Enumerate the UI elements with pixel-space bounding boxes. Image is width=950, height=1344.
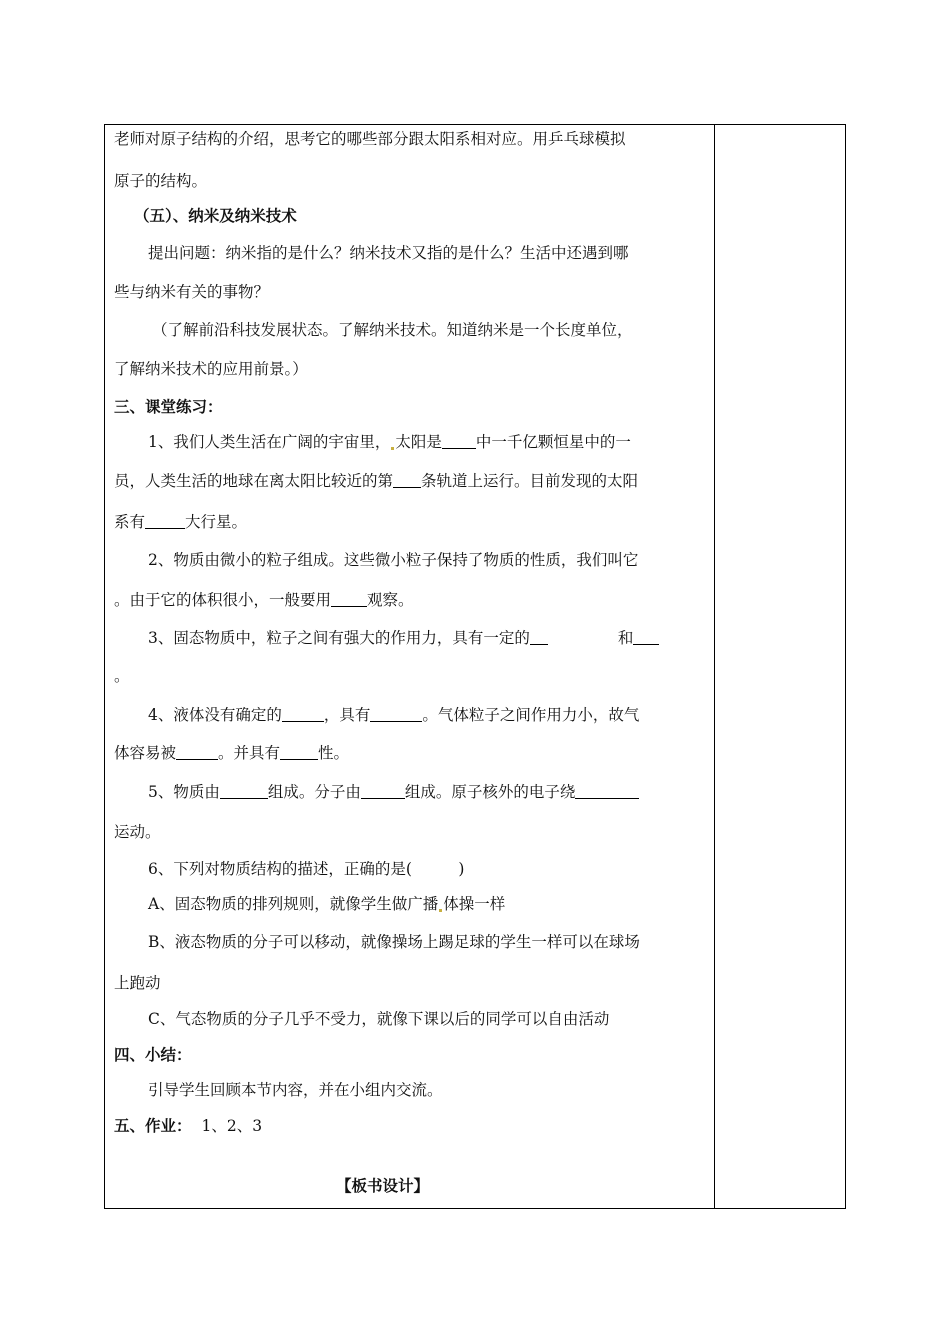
answer-blank bbox=[145, 513, 185, 529]
answer-blank bbox=[370, 706, 422, 722]
answer-blank bbox=[575, 783, 639, 799]
text-line: （了解前沿科技发展状态。了解纳米技术。知道纳米是一个长度单位， bbox=[152, 321, 633, 339]
question-5-cont: 运动。 bbox=[114, 823, 161, 841]
answer-blank bbox=[220, 783, 268, 799]
text-line: 些与纳米有关的事物？ bbox=[114, 283, 270, 301]
answer-blank bbox=[442, 433, 476, 449]
section-title-summary: 四、小结： bbox=[114, 1045, 192, 1064]
question-3-cont: 。 bbox=[114, 667, 130, 685]
board-design-title: 【板书设计】 bbox=[336, 1176, 430, 1195]
mark-dot bbox=[391, 447, 394, 450]
section-title-nano: （五）、纳米及纳米技术 bbox=[134, 206, 297, 225]
question-4-cont: 体容易被 。并具有 性。 bbox=[114, 744, 350, 762]
question-2: 2、物质由微小的粒子组成。这些微小粒子保持了物质的性质，我们叫它 bbox=[148, 551, 639, 569]
text-line: 老师对原子结构的介绍，思考它的哪些部分跟太阳系相对应。用乒乓球模拟 bbox=[114, 130, 626, 148]
text-line: 了解纳米技术的应用前景。） bbox=[114, 360, 308, 378]
question-4: 4、液体没有确定的 ，具有 。气体粒子之间作用力小，故气 bbox=[148, 706, 640, 724]
answer-blank bbox=[633, 629, 659, 645]
notes-column bbox=[715, 125, 845, 1208]
option-c: C、气态物质的分子几乎不受力，就像下课以后的同学可以自由活动 bbox=[148, 1010, 610, 1028]
mark-dot bbox=[439, 909, 442, 912]
question-1: 1、我们人类生活在广阔的宇宙里， 太阳是 中一千亿颗恒星中的一 bbox=[148, 433, 631, 451]
question-1-cont: 员，人类生活的地球在离太阳比较近的第 条轨道上运行。目前发现的太阳 bbox=[114, 472, 639, 490]
option-b-cont: 上跑动 bbox=[114, 974, 161, 992]
question-2-cont: 。由于它的体积很小，一般要用 观察。 bbox=[114, 591, 414, 609]
question-1-cont: 系有 大行星。 bbox=[114, 513, 248, 531]
homework-line: 五、作业： 1、2、3 bbox=[114, 1116, 263, 1135]
question-5: 5、物质由 组成。分子由 组成。原子核外的电子绕 bbox=[148, 782, 639, 802]
answer-blank bbox=[530, 629, 548, 645]
answer-blank bbox=[331, 591, 367, 607]
lesson-table bbox=[104, 124, 846, 1209]
question-3: 3、固态物质中，粒子之间有强大的作用力，具有一定的 和 bbox=[148, 628, 659, 648]
option-a: A、固态物质的排列规则，就像学生做广播 体操一样 bbox=[148, 895, 506, 913]
question-6: 6、下列对物质结构的描述，正确的是( ) bbox=[148, 860, 465, 878]
answer-blank bbox=[176, 744, 218, 760]
text-line: 提出问题：纳米指的是什么？纳米技术又指的是什么？生活中还遇到哪 bbox=[148, 244, 629, 262]
answer-blank bbox=[280, 744, 318, 760]
answer-blank bbox=[361, 783, 405, 799]
answer-blank bbox=[393, 472, 421, 488]
answer-blank bbox=[282, 706, 324, 722]
section-title-practice: 三、课堂练习： bbox=[114, 397, 223, 416]
summary-text: 引导学生回顾本节内容，并在小组内交流。 bbox=[148, 1081, 443, 1099]
option-b: B、液态物质的分子可以移动，就像操场上踢足球的学生一样可以在球场 bbox=[148, 933, 640, 951]
text-line: 原子的结构。 bbox=[114, 172, 208, 190]
